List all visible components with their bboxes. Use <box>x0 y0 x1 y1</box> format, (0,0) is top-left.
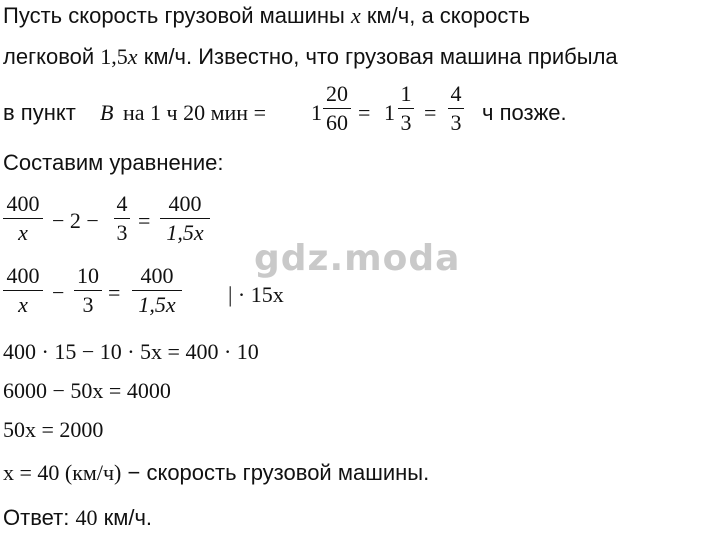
fraction-bar <box>323 108 351 109</box>
fraction-bar <box>160 218 210 219</box>
whole-1: 1 <box>311 100 322 125</box>
equals: = <box>138 208 151 233</box>
watermark-logo: gdz.moda <box>254 238 461 279</box>
fraction-bar <box>3 218 43 219</box>
whole-1: 1 <box>384 100 395 125</box>
denominator: x <box>18 220 28 245</box>
fraction-400-1-5x <box>132 264 182 317</box>
point-b: B <box>100 100 114 125</box>
multiply-note: | · 15x <box>228 282 284 307</box>
equation-line-9: 50x = 2000 <box>3 417 104 442</box>
line3-text-b: на 1 ч 20 мин = <box>123 100 266 125</box>
numerator: 400 <box>6 263 40 288</box>
line3-text-c: ч позже. <box>482 100 567 125</box>
fraction-bar <box>74 290 102 291</box>
equation-line-7: 400 · 15 − 10 · 5x = 400 · 10 <box>3 339 259 364</box>
fraction-20-60 <box>323 82 351 135</box>
fraction-10-3 <box>74 264 102 317</box>
fraction-bar <box>114 218 130 219</box>
equals: = <box>358 100 371 125</box>
numerator: 400 <box>168 191 202 216</box>
fraction-4-3 <box>114 192 130 245</box>
text-line-4: Составим уравнение: <box>3 150 224 175</box>
minus-two-minus: − 2 − <box>52 208 99 233</box>
numerator: 20 <box>326 81 348 106</box>
denominator: 1,5x <box>166 220 204 245</box>
line3-text-a: в пункт <box>3 100 76 125</box>
fraction-400-x <box>3 264 43 317</box>
unit-kmh: км/ч <box>143 44 187 69</box>
answer-unit: км/ч. <box>103 505 153 530</box>
line1-text-b: , а скорость <box>409 3 530 28</box>
equals: = <box>424 100 437 125</box>
denominator: 1,5x <box>138 292 176 317</box>
denominator: 60 <box>326 110 348 135</box>
solution-text: − скорость грузовой машины. <box>127 460 430 485</box>
line1-text-a: Пусть скорость грузовой машины <box>3 3 345 28</box>
fraction-1-3 <box>398 82 414 135</box>
text-line-10 <box>3 460 429 486</box>
numerator: 10 <box>77 263 99 288</box>
numerator: 400 <box>6 191 40 216</box>
minus: − <box>52 280 65 305</box>
denominator: 3 <box>82 292 94 317</box>
variable-x: x <box>351 3 361 28</box>
denominator: 3 <box>116 220 128 245</box>
equation-line-8: 6000 − 50x = 4000 <box>3 378 171 403</box>
solution-value: x = 40 (км/ч) <box>3 460 122 485</box>
fraction-bar <box>398 108 414 109</box>
fraction-4-3 <box>448 82 464 135</box>
fraction-400-x <box>3 192 43 245</box>
denominator: 3 <box>400 110 412 135</box>
variable-x: x <box>127 44 138 69</box>
answer-line <box>3 505 152 531</box>
line2-text-b: . Известно, что грузовая машина прибыла <box>186 44 618 69</box>
numerator: 1 <box>400 81 412 106</box>
unit-kmh: км/ч <box>366 3 410 28</box>
denominator: x <box>18 292 28 317</box>
text-line-1 <box>3 3 530 29</box>
fraction-bar <box>448 108 464 109</box>
coef-1-5: 1,5 <box>100 44 128 69</box>
equals: = <box>108 280 121 305</box>
line2-text-a: легковой <box>3 44 95 69</box>
fraction-bar <box>3 290 43 291</box>
fraction-bar <box>132 290 182 291</box>
numerator: 400 <box>140 263 174 288</box>
numerator: 4 <box>116 191 128 216</box>
answer-label: Ответ: <box>3 505 70 530</box>
numerator: 4 <box>450 81 462 106</box>
fraction-400-1-5x <box>160 192 210 245</box>
denominator: 3 <box>450 110 462 135</box>
text-line-2 <box>3 44 618 70</box>
answer-value: 40 <box>75 505 98 530</box>
